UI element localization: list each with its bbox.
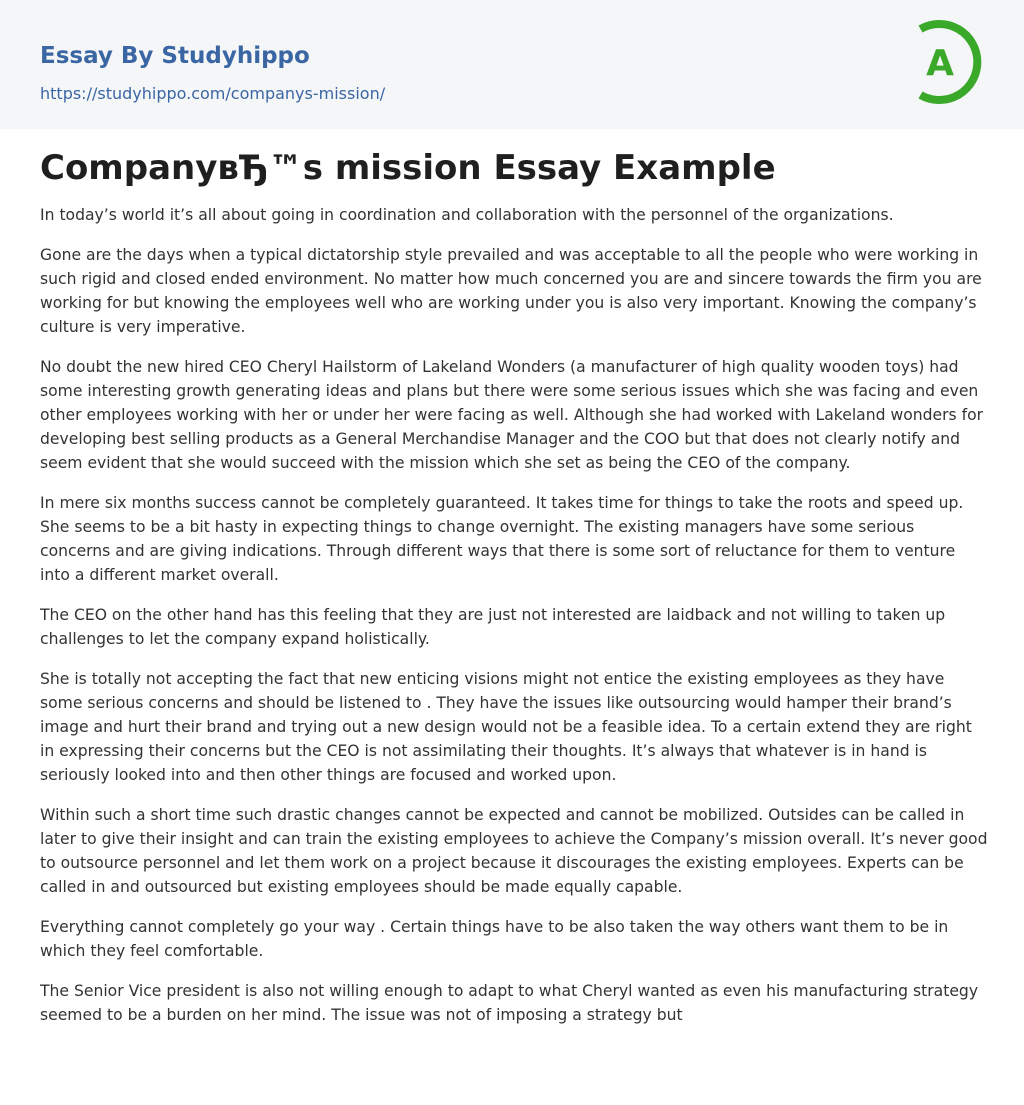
site-brand[interactable]: Essay By Studyhippo xyxy=(40,43,310,69)
essay-paragraph: The Senior Vice president is also not willing enough to adapt to what Cheryl wanted as even his manufacturing strategy seemed to be a burden on her mind. The issue was not of imposing a strategy but xyxy=(40,982,979,1024)
essay-paragraph: Everything cannot completely go your way . Certain things have to be also taken the way others want them to be in which they feel comfortable. xyxy=(40,918,949,960)
essay-paragraph: In today’s world it’s all about going in coordination and collaboration with the personnel of the organizations. xyxy=(40,206,894,224)
studyhippo-logo-icon[interactable] xyxy=(912,18,988,108)
essay-paragraph: She is totally not accepting the fact that new enticing visions might not entice the existing employees as they have some serious concerns and should be listened to . They have the issues like outsourcing would hamper their brand’s image and hurt their brand and trying out a new design would not be a feasible idea. To a certain extend they are right in expressing their concerns but the CEO is not assimilating their thoughts. It’s always that whatever is in hand is seriously looked into and then other things are focused and worked upon. xyxy=(40,670,972,784)
essay-paragraph: The CEO on the other hand has this feeling that they are just not interested are laidback and not willing to taken up challenges to let the company expand holistically. xyxy=(40,606,946,648)
essay-title: CompanyвЂ™s mission Essay Example xyxy=(40,148,776,188)
essay-content xyxy=(40,143,988,1043)
site-header xyxy=(0,0,1024,129)
essay-url-link[interactable]: https://studyhippo.com/companys-mission/ xyxy=(40,84,386,103)
essay-paragraph: Gone are the days when a typical dictatorship style prevailed and was acceptable to all the people who were working in such rigid and closed ended environment. No matter how much concerned you are and sincere towards the firm you are working for but knowing the employees well who are working under you is also very important. Knowing the company’s culture is very imperative. xyxy=(40,246,982,336)
svg-text:A: A xyxy=(926,43,954,84)
essay-paragraph: No doubt the new hired CEO Cheryl Hailstorm of Lakeland Wonders (a manufacturer of high quality wooden toys) had some interesting growth generating ideas and plans but there were some serious issues which she was facing and even other employees working with her or under her were facing as well. Although she had worked with Lakeland wonders for developing best selling products as a General Merchandise Manager and the COO but that does not clearly notify and seem evident that she would succeed with the mission which she set as being the CEO of the company. xyxy=(40,358,984,472)
essay-paragraph: Within such a short time such drastic changes cannot be expected and cannot be mobilized. Outsides can be called in later to give their insight and can train the existing employees to achieve the Company’s mission overall. It’s never good to outsource personnel and let them work on a project because it discourages the existing employees. Experts can be called in and outsourced but existing employees should be made equally capable. xyxy=(40,806,988,896)
essay-paragraph: In mere six months success cannot be completely guaranteed. It takes time for things to take the roots and speed up. She seems to be a bit hasty in expecting things to change overnight. The existing managers have some serious concerns and are giving indications. Through different ways that there is some sort of reluctance for them to venture into a different market overall. xyxy=(40,494,964,584)
